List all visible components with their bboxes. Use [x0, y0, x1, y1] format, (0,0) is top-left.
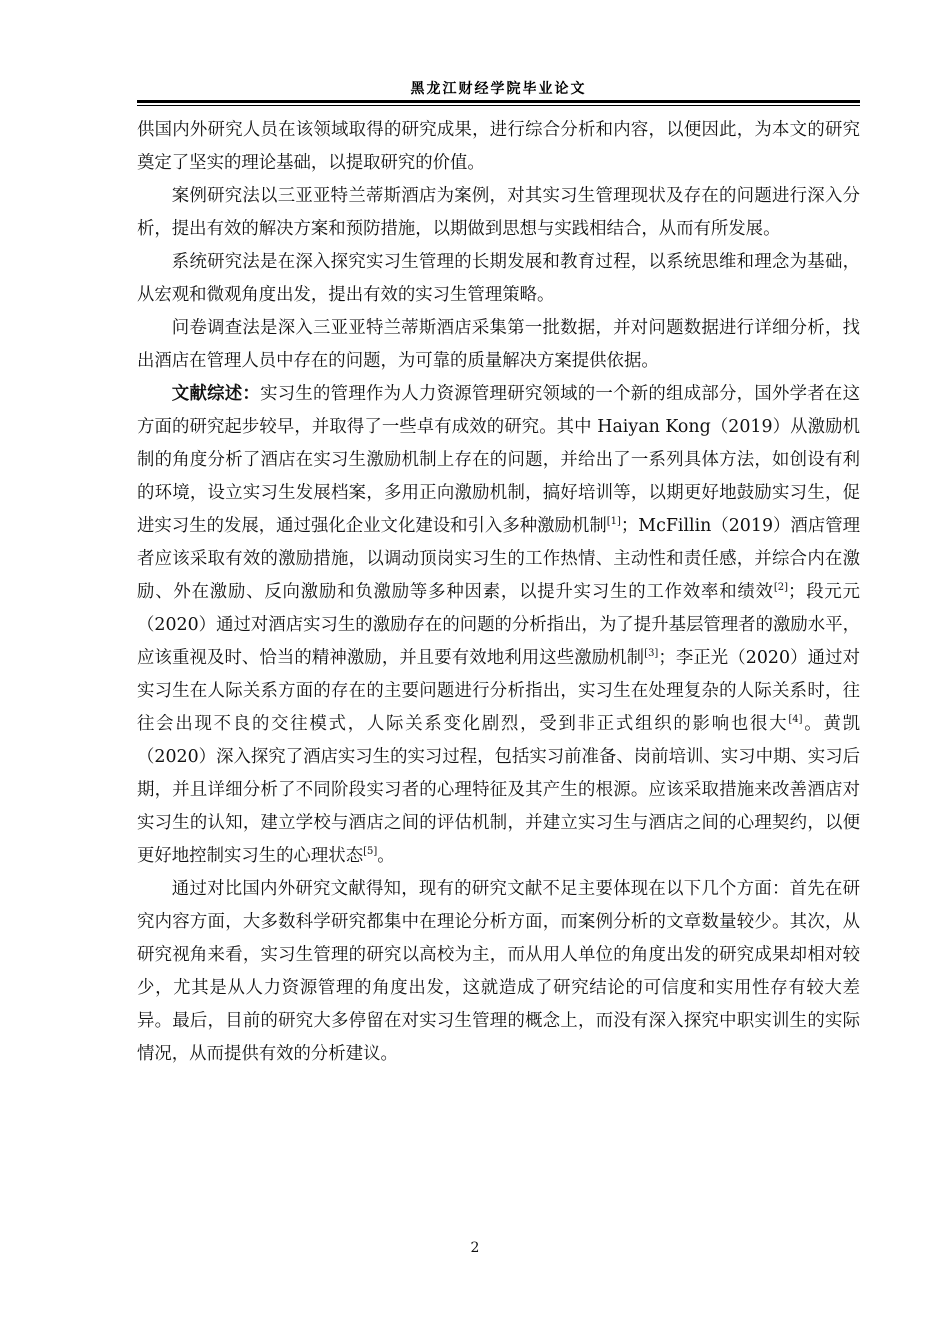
paragraph-literature-review: [137, 378, 860, 873]
paragraph-case-study-method: 案例研究法以三亚亚特兰蒂斯酒店为案例，对其实习生管理现状及存在的问题进行深入分析，提出有效的解决方案和预防措施，以期做到思想与实践相结合，从而有所发展。: [137, 186, 860, 239]
header-rule-thick: [137, 100, 860, 103]
running-header: 黑龙江财经学院毕业论文: [410, 81, 587, 97]
literature-review-text: 。: [377, 846, 395, 866]
literature-review-text: 。黄凯（2020）深入探究了酒店实习生的实习过程，包括实习前准备、岗前培训、实习中期、实习后期，并且详细分析了不同阶段实习者的心理特征及其产生的根源。应该采取措施来改善酒店对实习生的认知，建立学校与酒店之间的评估机制，并建立实习生与酒店之间的心理契约，以便更好地控制实习生的心理状态: [137, 714, 860, 866]
paragraph-research-gap: 通过对比国内外研究文献得知，现有的研究文献不足主要体现在以下几个方面：首先在研究内容方面，大多数科学研究都集中在理论分析方面，而案例分析的文章数量较少。其次，从研究视角来看，实习生管理的研究以高校为主，而从用人单位的角度出发的研究成果却相对较少，尤其是从人力资源管理的角度出发，这就造成了研究结论的可信度和实用性存有较大差异。最后，目前的研究大多停留在对实习生管理的概念上，而没有深入探究中职实训生的实际情况，从而提供有效的分析建议。: [137, 879, 860, 1064]
literature-review-text: ；段元元（2020）通过对酒店实习生的激励存在的问题的分析指出，为了提升基层管理者的激励水平，应该重视及时、恰当的精神激励，并且要有效地利用这些激励机制: [137, 582, 860, 668]
paragraph-system-research-method: 系统研究法是在深入探究实习生管理的长期发展和教育过程，以系统思维和理念为基础，从宏观和微观角度出发，提出有效的实习生管理策略。: [137, 252, 860, 305]
citation-ref: [1]: [606, 516, 621, 528]
literature-review-text: ；李正光（2020）通过对实习生在人际关系方面的存在的主要问题进行分析指出，实习生在处理复杂的人际关系时，往往会出现不良的交往模式，人际关系变化剧烈，受到非正式组织的影响也很大: [137, 648, 860, 734]
body-text: [137, 114, 860, 1071]
citation-ref: [3]: [644, 648, 659, 660]
paragraph-questionnaire-method: 问卷调查法是深入三亚亚特兰蒂斯酒店采集第一批数据，并对问题数据进行详细分析，找出酒店在管理人员中存在的问题，为可靠的质量解决方案提供依据。: [137, 318, 860, 371]
citation-ref: [2]: [773, 582, 788, 594]
literature-review-heading: 文献综述：: [171, 384, 261, 404]
paragraph-continuation: 供国内外研究人员在该领域取得的研究成果，进行综合分析和内容，以便因此，为本文的研究奠定了坚实的理论基础，以提取研究的价值。: [137, 120, 860, 173]
page-number: 2: [470, 1240, 480, 1256]
header-rule-thin: [137, 105, 860, 106]
citation-ref: [5]: [363, 846, 378, 858]
citation-ref: [4]: [788, 714, 803, 726]
literature-review-text: ；McFillin（2019）酒店管理者应该采取有效的激励措施，以调动顶岗实习生的工作热情、主动性和责任感，并综合内在激励、外在激励、反向激励和负激励等多种因素，以提升实习生的工作效率和绩效: [137, 516, 860, 602]
literature-review-text: 实习生的管理作为人力资源管理研究领域的一个新的组成部分，国外学者在这方面的研究起步较早，并取得了一些卓有成效的研究。其中 Haiyan Kong（2019）从激励机制的角度分析了酒店在实习生激励机制上存在的问题，并给出了一系列具体方法，如创设有利的环境，设立实习生发展档案，多用正向激励机制，搞好培训等，以期更好地鼓励实习生，促进实习生的发展，通过强化企业文化建设和引入多种激励机制: [137, 384, 860, 536]
